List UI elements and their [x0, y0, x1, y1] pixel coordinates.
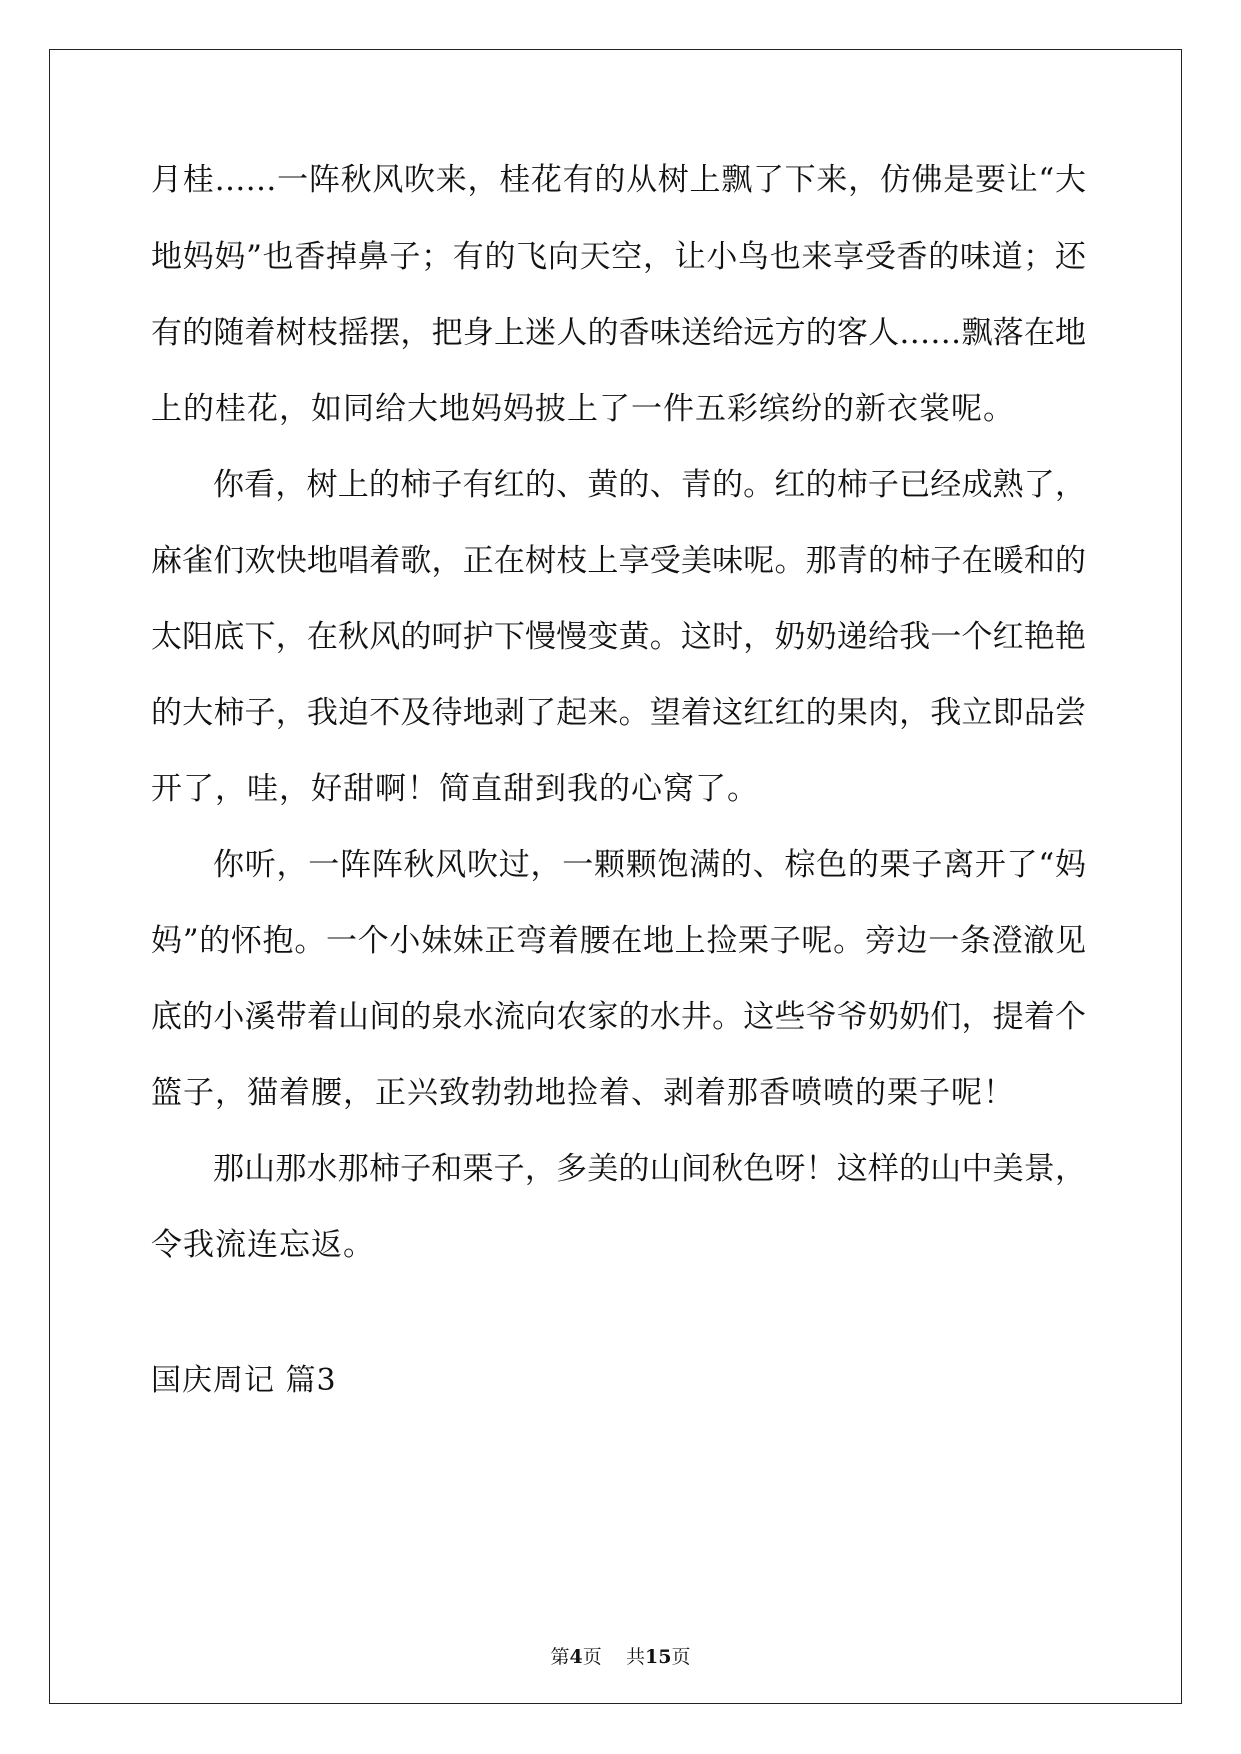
page-footer [0, 1645, 1241, 1669]
paragraph-1-line-3: 有的随着树枝摇摆，把身上迷人的香味送给远方的客人……飘落在地 [151, 315, 1086, 351]
paragraph-3-line-1: 你听，一阵阵秋风吹过，一颗颗饱满的、棕色的栗子离开了“妈 [213, 847, 1086, 883]
paragraph-3-line-2: 妈”的怀抱。一个小妹妹正弯着腰在地上捡栗子呢。旁边一条澄澈见 [151, 923, 1086, 959]
total-label-suffix: 页 [671, 1646, 691, 1668]
paragraph-3-line-3: 底的小溪带着山间的泉水流向农家的水井。这些爷爷奶奶们，提着个 [151, 999, 1086, 1035]
paragraph-4-line-1: 那山那水那柿子和栗子，多美的山间秋色呀！这样的山中美景， [213, 1151, 1086, 1187]
section-heading: 国庆周记 篇3 [151, 1363, 337, 1398]
paragraph-2-line-5: 开了，哇，好甜啊！简直甜到我的心窝了。 [151, 771, 759, 807]
paragraph-1-line-4: 上的桂花，如同给大地妈妈披上了一件五彩缤纷的新衣裳呢。 [151, 391, 1015, 427]
total-pages-number: 15 [644, 1646, 672, 1668]
page-label-suffix: 页 [582, 1646, 602, 1668]
paragraph-3-line-4: 篮子，猫着腰，正兴致勃勃地捡着、剥着那香喷喷的栗子呢！ [151, 1075, 1015, 1111]
total-label-prefix: 共 [625, 1646, 645, 1668]
paragraph-4-line-2: 令我流连忘返。 [151, 1227, 375, 1263]
page-label-prefix: 第 [550, 1646, 570, 1668]
paragraph-2-line-4: 的大柿子，我迫不及待地剥了起来。望着这红红的果肉，我立即品尝 [151, 695, 1086, 731]
paragraph-2-line-3: 太阳底下，在秋风的呵护下慢慢变黄。这时，奶奶递给我一个红艳艳 [151, 619, 1086, 655]
paragraph-2-line-2: 麻雀们欢快地唱着歌，正在树枝上享受美味呢。那青的柿子在暖和的 [151, 543, 1086, 579]
paragraph-1-line-1: 月桂……一阵秋风吹来，桂花有的从树上飘了下来，仿佛是要让“大 [151, 162, 1086, 198]
paragraph-2-line-1: 你看，树上的柿子有红的、黄的、青的。红的柿子已经成熟了， [213, 467, 1086, 503]
paragraph-1-line-2: 地妈妈”也香掉鼻子；有的飞向天空，让小鸟也来享受香的味道；还 [151, 239, 1086, 275]
current-page-number: 4 [569, 1646, 583, 1668]
